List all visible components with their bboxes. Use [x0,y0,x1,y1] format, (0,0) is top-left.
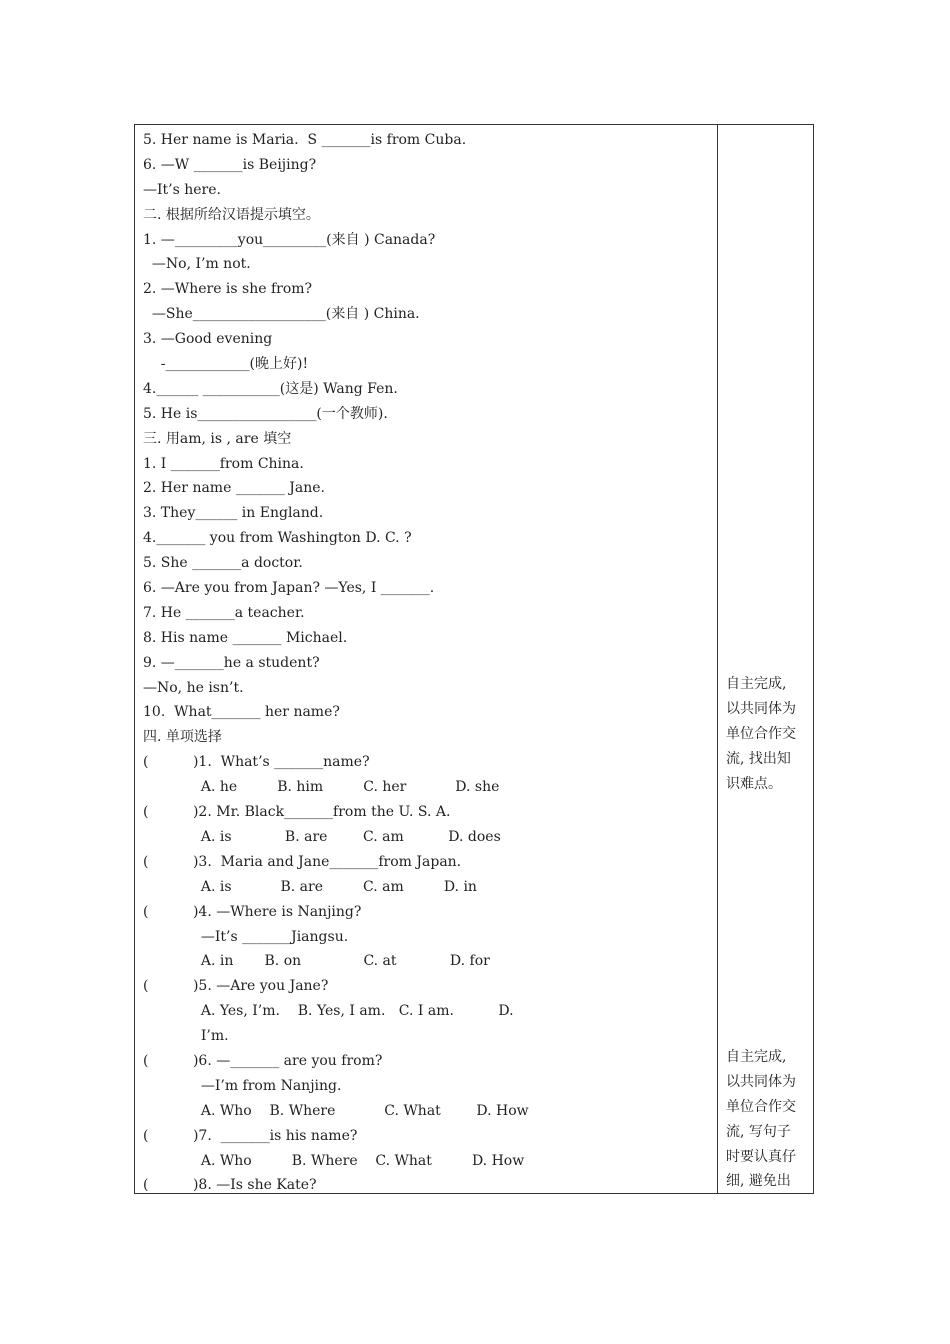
exercise-line: 8. His name _______ Michael. [143,629,348,646]
exercise-line: 4._______ you from Washington D. C. ? [143,530,412,547]
exercise-line: 二. 根据所给汉语提示填空。 [143,206,320,223]
exercise-line: 7. He _______a teacher. [143,604,305,621]
exercise-line: ( )4. —Where is Nanjing? [143,903,362,920]
exercise-line: 1. I _______from China. [143,455,304,472]
side-note-1 [726,672,810,796]
exercise-line: ( )1. What’s _______name? [143,754,370,771]
exercise-line: 三. 用am, is , are 填空 [143,430,292,447]
exercise-line: —I’m from Nanjing. [143,1077,342,1094]
side-note-line: 时要认真仔 [726,1148,796,1165]
exercise-line: I’m. [143,1028,229,1045]
exercise-line: —She___________________(来自 ) China. [143,306,420,323]
exercise-line: 2. Her name _______ Jane. [143,480,325,497]
exercise-line: —It’s here. [143,181,221,198]
exercise-line: A. Who B. Where C. What D. How [143,1152,525,1169]
exercise-line: 3. They______ in England. [143,505,324,522]
exercise-line: ( )6. —_______ are you from? [143,1052,383,1069]
side-note-2 [726,1045,810,1194]
side-note-line: 流, 写句子 [726,1123,791,1140]
exercise-line: ( )2. Mr. Black_______from the U. S. A. [143,804,451,821]
exercise-line: 9. —_______he a student? [143,654,320,671]
exercise-line: 2. —Where is she from? [143,281,313,298]
exercise-line: —No, he isn’t. [143,679,244,696]
side-note-line: 单位合作交 [726,1098,796,1115]
side-note-line: 以共同体为 [726,1073,796,1090]
exercise-line: 5. She _______a doctor. [143,555,303,572]
side-note-line: 单位合作交 [726,725,796,742]
exercise-line: 6. —Are you from Japan? —Yes, I _______. [143,580,435,597]
side-note-line: 自主完成, [726,676,787,692]
side-note-line: 识难点。 [726,775,782,792]
exercise-line: A. is B. are C. am D. does [143,828,501,845]
exercise-line: A. in B. on C. at D. for [143,953,490,970]
exercise-line: ( )5. —Are you Jane? [143,978,329,995]
exercise-line: 3. —Good evening [143,331,273,348]
side-note-line: 细, 避免出 [726,1173,791,1190]
exercise-line: 四. 单项选择 [143,729,222,746]
exercise-line: —No, I’m not. [143,256,251,273]
exercise-line: A. he B. him C. her D. she [143,779,500,796]
exercise-line: A. Yes, I’m. B. Yes, I am. C. I am. D. [143,1003,514,1020]
side-note-line: 自主完成, [726,1049,787,1065]
worksheet-table [134,124,814,1194]
exercise-line: A. Who B. Where C. What D. How [143,1102,529,1119]
exercise-line: 10. What_______ her name? [143,704,340,721]
exercise-line: 6. —W _______is Beijing? [143,156,317,173]
side-note-line: 以共同体为 [726,700,796,717]
exercise-line: A. is B. are C. am D. in [143,878,477,895]
exercise-line: ( )7. _______is his name? [143,1127,358,1144]
exercise-line: —It’s _______Jiangsu. [143,928,349,945]
exercise-line: ( )3. Maria and Jane_______from Japan. [143,853,462,870]
exercise-line: 4.______ ___________(这是) Wang Fen. [143,380,398,397]
exercise-line: 1. —_________you_________(来自 ) Canada? [143,231,436,248]
exercise-line: ( )8. —Is she Kate? [143,1177,317,1194]
side-note-line: 流, 找出知 [726,750,791,767]
exercise-line: -____________(晚上好)! [143,356,309,373]
exercise-line: 5. He is_________________(一个教师). [143,405,388,422]
column-divider [717,125,718,1193]
exercise-line: 5. Her name is Maria. S _______is from Cuba. [143,132,467,148]
exercise-column [143,128,713,1198]
